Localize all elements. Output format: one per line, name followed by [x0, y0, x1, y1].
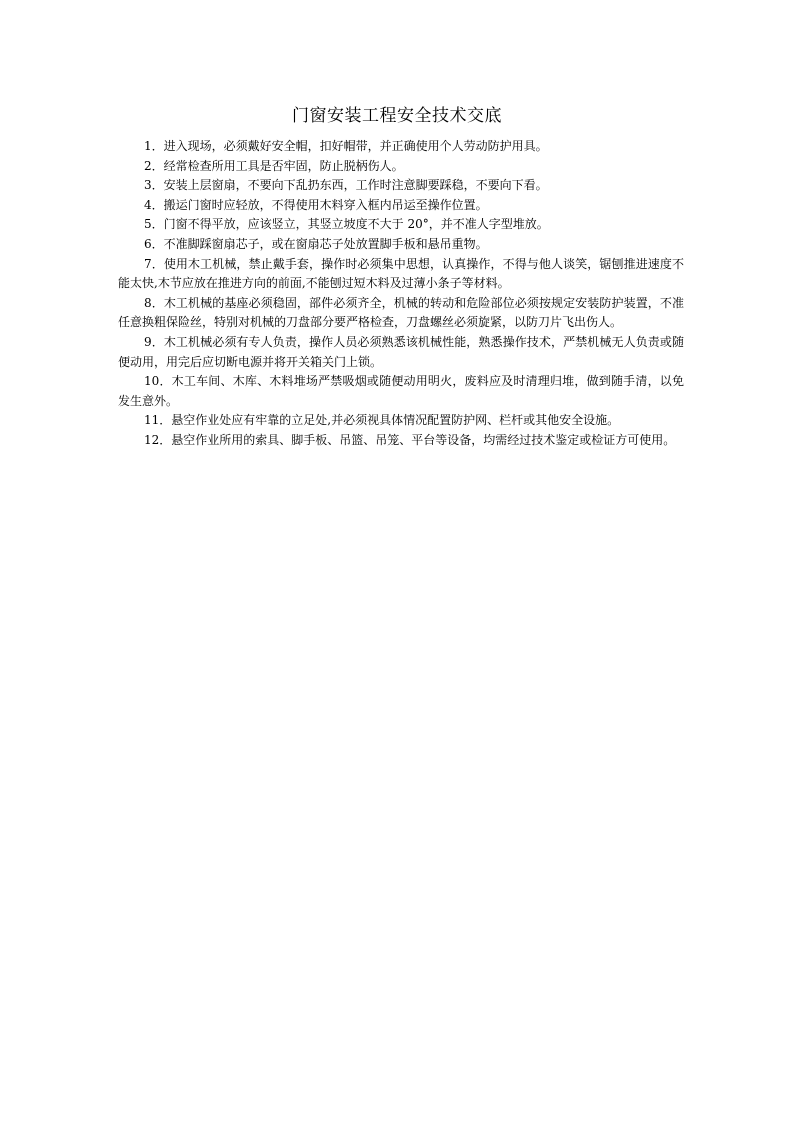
list-item-9: 9．木工机械必须有专人负责，操作人员必须熟悉该机械性能，熟悉操作技术，严禁机械无人负责或随便动用，用完后应切断电源并将开关箱关门上锁。 — [118, 334, 684, 369]
list-item-3: 3．安装上层窗扇，不要向下乱扔东西，工作时注意脚要踩稳，不要向下看。 — [144, 178, 548, 193]
list-item-7: 7．使用木工机械，禁止戴手套，操作时必须集中思想，认真操作，不得与他人谈笑，锯刨推进速度不能太快,木节应放在推进方向的前面,不能刨过短木料及过薄小条子等材料。 — [118, 256, 684, 291]
list-item-12: 12．悬空作业所用的索具、脚手板、吊篮、吊笼、平台等设备，均需经过技术鉴定或检证方可使用。 — [144, 432, 676, 447]
list-item-11: 11．悬空作业处应有牢靠的立足处,并必须视具体情况配置防护网、栏杆或其他安全设施。 — [144, 413, 620, 428]
list-item-5: 5．门窗不得平放，应该竖立，其竖立坡度不大于 20°，并不准人字型堆放。 — [144, 217, 549, 232]
list-item-8: 8．木工机械的基座必须稳固，部件必须齐全，机械的转动和危险部位必须按规定安装防护装置，不准任意换粗保险丝，特别对机械的刀盘部分要严格检查，刀盘螺丝必须旋紧，以防刀片飞出伤人。 — [118, 295, 684, 330]
list-item-4: 4．搬运门窗时应轻放，不得使用木料穿入框内吊运至操作位置。 — [144, 197, 488, 212]
document-body — [118, 137, 684, 451]
list-item-2: 2．经常检查所用工具是否牢固，防止脱柄伤人。 — [144, 158, 404, 173]
list-item-6: 6．不准脚踩窗扇芯子，或在窗扇芯子处放置脚手板和悬吊重物。 — [144, 236, 488, 251]
page-title: 门窗安装工程安全技术交底 — [292, 106, 502, 126]
list-item-10: 10．木工车间、木库、木料堆场严禁吸烟或随便动用明火，废料应及时清理归堆，做到随手清，以免发生意外。 — [118, 374, 684, 408]
list-item-1: 1．进入现场，必须戴好安全帽，扣好帽带，并正确使用个人劳动防护用具。 — [144, 139, 548, 153]
